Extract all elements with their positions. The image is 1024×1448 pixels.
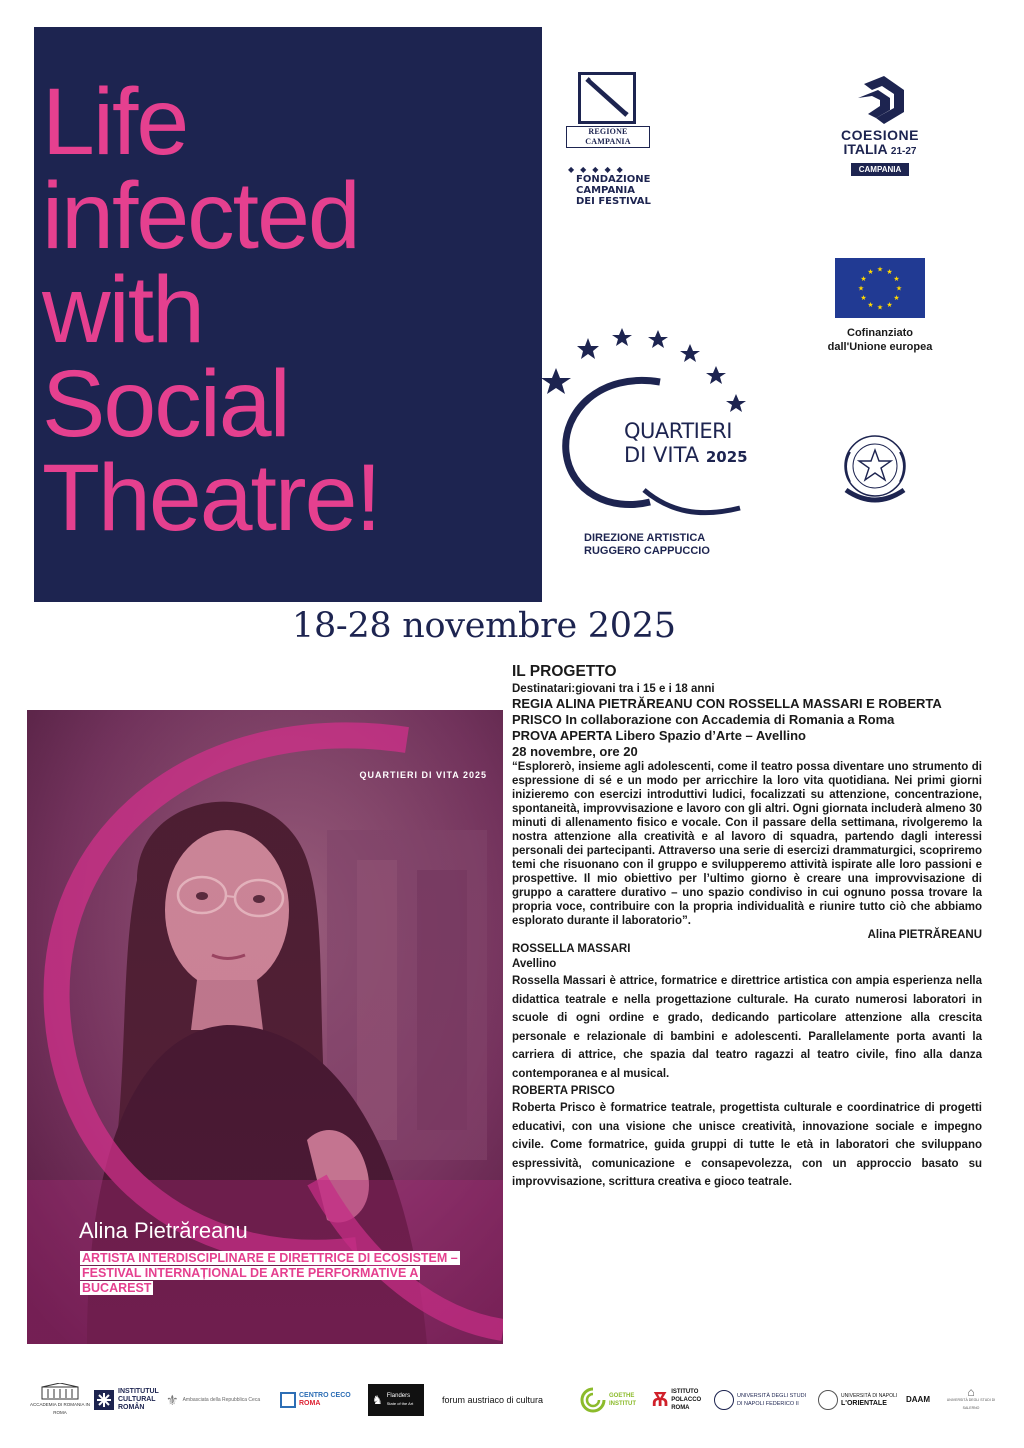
daam-logo: [906, 1378, 940, 1422]
quartieri-di-vita-logo: [540, 322, 760, 572]
fondazione-line: CAMPANIA: [576, 185, 636, 196]
bio-name: ROSSELLA MASSARI: [512, 943, 631, 955]
fondazione-line: DEI FESTIVAL: [576, 196, 651, 207]
event-dates: 18-28 novembre 2025: [292, 606, 676, 646]
eu-star-icon: ★: [876, 266, 884, 274]
bio-text: Roberta Prisco è formatrice teatrale, progettista culturale e coordinatrice di progetti educativi, con una visione che unisce creatività, innovazione sociale e impegno civile. Come formatrice, guida gruppi di tutte le età in laboratori che sviluppano espressività, comunicazione e consapevolezza, con un approccio basato su improvvisazione, scrittura creativa e gioco teatrale.: [512, 1102, 982, 1188]
bio-text: Rossella Massari è attrice, formatrice e direttrice artistica con ampia esperienza nella didattica teatrale e nella progettazione culturale. Ha curato numerosi laboratori in scuole di ogni ordine e grado, dedicando particolare attenzione alla crescita personale e relazionale di bambini e adolescenti. Parallelamente porta avanti la carriera di attrice, che spazia dal teatro ragazzi al teatro civile, fino alla danza contemporanea e al musical.: [512, 975, 982, 1080]
forum-austriaco-logo: [442, 1378, 562, 1422]
ceco-line: CENTRO CECO: [299, 1392, 351, 1399]
eu-star-icon: ★: [860, 295, 867, 302]
quartieri-year: 2025: [705, 448, 748, 466]
quartieri-di-vita: DI VITA: [624, 443, 700, 467]
eu-caption: [800, 326, 960, 354]
flanders-logo: [368, 1384, 424, 1416]
eu-star-icon: ★: [857, 285, 865, 293]
hero-banner: [34, 27, 542, 602]
coesione-italia: ITALIA: [843, 141, 888, 157]
orientale-logo: [818, 1378, 902, 1422]
partner-logos: [24, 1378, 1000, 1422]
repubblica-italiana-emblem-icon: [836, 428, 914, 514]
icr-line: ROMÂN: [118, 1404, 145, 1411]
istituto-polacco-logo: [652, 1378, 708, 1422]
fondazione-logo: [566, 166, 676, 207]
orientale-seal-icon: [818, 1390, 838, 1410]
hero-title-line: Social: [42, 351, 289, 457]
eu-star-icon: ★: [860, 276, 867, 283]
icr-logo: [94, 1378, 164, 1422]
eu-star-icon: ★: [893, 276, 900, 283]
eu-star-icon: ★: [867, 269, 874, 277]
salerno-logo: [944, 1378, 998, 1422]
centro-ceco-logo: [280, 1378, 352, 1422]
hero-title-line: Theatre!: [42, 445, 380, 551]
icr-cross-icon: [94, 1390, 114, 1410]
icr-line: INSTITUTUL: [118, 1388, 159, 1395]
ambasciata-label: Ambasciata della Repubblica Ceca: [182, 1397, 261, 1403]
daam-label: DAAM: [906, 1395, 930, 1404]
quartieri-director: RUGGERO CAPPUCCIO: [584, 545, 710, 557]
coesione-line2: [820, 142, 940, 159]
project-heading: IL PROGETTO: [512, 663, 617, 680]
polacco-line: ROMA: [671, 1405, 690, 1411]
artist-photo: [27, 710, 503, 1344]
eu-star-icon: ★: [895, 285, 903, 293]
eu-star-icon: ★: [886, 301, 893, 309]
coesione-years: 21-27: [890, 146, 917, 157]
federico-seal-icon: [714, 1390, 734, 1410]
goethe-logo: [580, 1378, 646, 1422]
salerno-building-icon: ⌂: [967, 1385, 975, 1399]
quartieri-direction-label: DIREZIONE ARTISTICA: [584, 532, 706, 544]
coesione-band: CAMPANIA: [851, 163, 910, 176]
project-target: Destinatari:giovani tra i 15 e i 18 anni: [512, 683, 715, 695]
project-prova-aperta: PROVA APERTA Libero Spazio d’Arte – Avellino: [512, 728, 806, 743]
portrait-illustration: [27, 710, 503, 1344]
eu-flag-icon: [835, 258, 925, 318]
federico-line: DI NAPOLI FEDERICO II: [737, 1401, 799, 1407]
accademia-label: ACCADEMIA DI ROMANIA IN ROMA: [29, 1402, 90, 1415]
goethe-line: INSTITUT: [609, 1401, 636, 1407]
hero-title-line: with: [42, 257, 203, 363]
bio-name: ROBERTA PRISCO: [512, 1085, 615, 1097]
photo-artist-name: Alina Pietrăreanu: [79, 1218, 248, 1243]
polacco-figure-icon: Ѫ: [652, 1389, 669, 1411]
quote-author: Alina PIETRĂREANU: [867, 929, 982, 941]
eu-caption-line: dall'Unione europea: [827, 341, 933, 353]
hero-title-line: Life: [42, 69, 188, 175]
photo-role-text: ARTISTA INTERDISCIPLINARE E DIRETTRICE DI ECOSISTEM – FESTIVAL INTERNAȚIONAL DE ARTE PERFORMATIVE A BUCAREST: [82, 1251, 458, 1295]
regione-label: REGIONE CAMPANIA: [566, 126, 650, 148]
federico-line: UNIVERSITÀ DEGLI STUDI: [737, 1393, 807, 1399]
polacco-line: ISTITUTO: [671, 1389, 699, 1395]
fondazione-text: [576, 174, 676, 207]
flanders-line: Flanders: [386, 1393, 411, 1399]
quartieri-line2: [624, 444, 748, 468]
hero-title-line: infected: [42, 163, 359, 269]
quartieri-direction: [584, 532, 710, 558]
goethe-line: GOETHE: [609, 1393, 635, 1399]
orientale-line: UNIVERSITÀ DI NAPOLI: [841, 1393, 898, 1399]
accademia-romania-logo: [28, 1378, 92, 1422]
goethe-icon: [580, 1387, 606, 1413]
ambasciata-ceca-logo: [166, 1378, 266, 1422]
coat-of-arms-icon: ⚜: [166, 1392, 179, 1408]
eu-caption-line: Cofinanziato: [847, 327, 913, 339]
eu-star-icon: ★: [886, 269, 893, 277]
coesione-italia-logo: [820, 76, 940, 177]
centro-ceco-icon: [280, 1392, 296, 1408]
quartieri-line1: QUARTIERI: [624, 419, 732, 443]
icr-line: CULTURAL: [118, 1396, 156, 1403]
project-date-time: 28 novembre, ore 20: [512, 744, 638, 759]
regione-campania-logo: [566, 72, 648, 146]
project-regia: REGIA ALINA PIETRĂREANU CON ROSSELLA MASSARI E ROBERTA PRISCO In collaborazione con Accademia di Romania a Roma: [512, 696, 942, 727]
salerno-label: UNIVERSITÀ DEGLI STUDI DI SALERNO: [946, 1398, 996, 1410]
bio-city: Avellino: [512, 958, 557, 970]
fondazione-line: FONDAZIONE: [576, 174, 651, 185]
federico-ii-logo: [714, 1378, 810, 1422]
orientale-line: L'ORIENTALE: [841, 1400, 887, 1407]
project-description: [512, 662, 982, 1192]
photo-tag: QUARTIERI DI VITA 2025: [359, 770, 487, 780]
eu-star-icon: ★: [893, 295, 900, 302]
eu-star-icon: ★: [876, 304, 884, 312]
eu-star-icon: ★: [867, 301, 874, 309]
fondazione-dots-icon: ◆◆◆◆◆: [568, 165, 629, 174]
flanders-line: State of the Art: [386, 1401, 414, 1406]
building-icon: [40, 1383, 80, 1401]
photo-artist-role: [80, 1251, 480, 1296]
polacco-line: POLACCO: [671, 1397, 702, 1403]
hero-title: [42, 69, 380, 551]
coesione-arrow-icon: [854, 76, 906, 126]
flanders-lion-icon: ♞: [372, 1393, 383, 1407]
project-quote: “Esplorerò, insieme agli adolescenti, come il teatro possa diventare uno strumento di espressione di sé e un modo per arricchire la loro vita quotidiana. Nei primi giorni inizieremo con esercizi introduttivi ludici, focalizzati su attenzione, concentrazione, spontaneità, improvvisazione e lavoro con gli altri. Ogni giornata includerà almeno 30 minuti di allenamento fisico e vocale. Con il passare della settimana, rivolgeremo la nostra attenzione alla creatività e al lavoro di squadra, partendo dagli interessi personali dei partecipanti. Attraverso una serie di esercizi drammaturgici, scopriremo temi che risuonano con il gruppo e svilupperemo attività ispirate alle loro passioni e prospettive. Il mio obiettivo per l’ultimo giorno è creare una improvvisazione di gruppo a carattere durativo – uno spazio condiviso in cui ognuno possa trovare la propria voce, contribuire con la propria individualità e riunire tutto ciò che abbiamo esplorato durante il laboratorio”.: [512, 761, 982, 927]
regione-shield-icon: [578, 72, 636, 124]
ceco-line: ROMA: [299, 1400, 321, 1407]
forum-label: forum austriaco di cultura: [442, 1395, 544, 1405]
coesione-line1: COESIONE: [841, 127, 919, 143]
